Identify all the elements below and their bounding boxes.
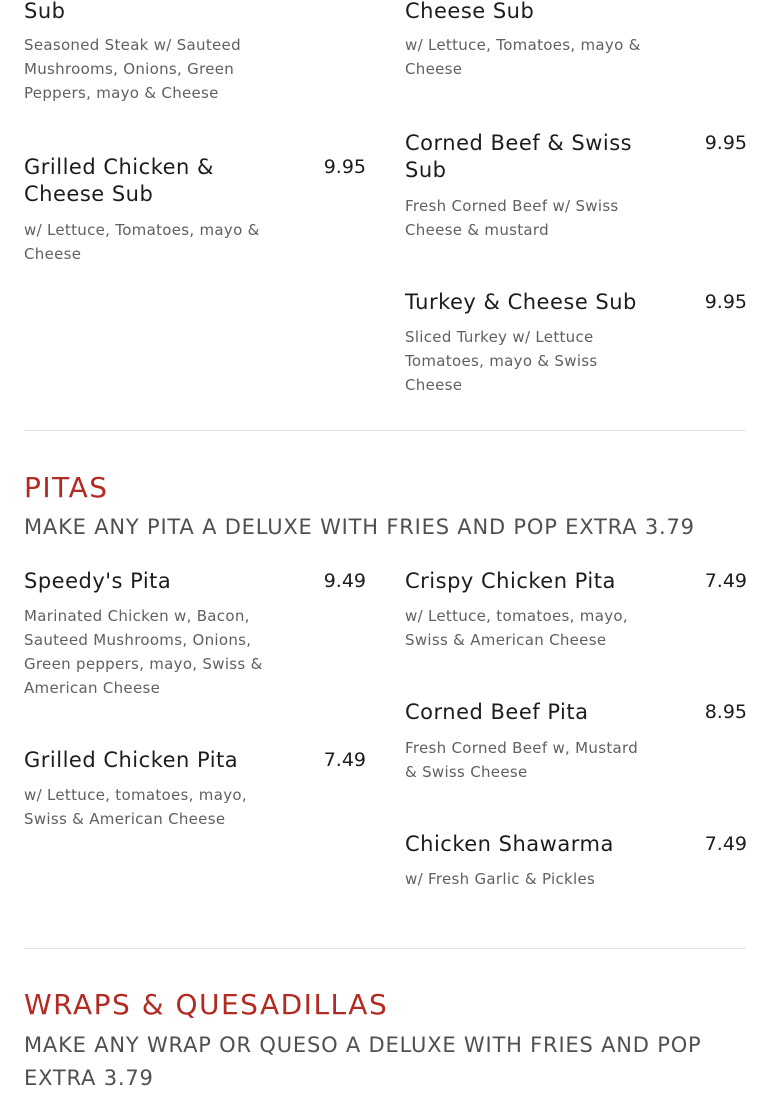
section-divider [24,948,746,949]
item-description: w/ Lettuce, tomatoes, mayo, Swiss & American Cheese [405,607,628,649]
section-divider [24,430,746,431]
section-note-wraps: MAKE ANY WRAP OR QUESO A DELUXE WITH FRIES AND POP EXTRA 3.79 [24,1033,702,1090]
item-name: Sub [24,0,66,23]
item-price: 9.49 [323,570,366,592]
item-name: Chicken Shawarma [405,832,614,856]
item-name: Cheese Sub [405,0,535,23]
item-name: Turkey & Cheese Sub [405,290,637,314]
item-price: 9.95 [704,132,747,154]
section-note-pitas: MAKE ANY PITA A DELUXE WITH FRIES AND POP EXTRA 3.79 [24,515,695,539]
item-price: 7.49 [323,749,366,771]
item-description: Seasoned Steak w/ Sauteed Mushrooms, Onions, Green Peppers, mayo & Cheese [24,36,241,102]
item-name: Corned Beef Pita [405,700,589,724]
item-description: w/ Lettuce, Tomatoes, mayo & Cheese [405,36,641,78]
item-price: 7.49 [704,570,747,592]
item-description: Marinated Chicken w, Bacon, Sauteed Mushrooms, Onions, Green peppers, mayo, Swiss & American Cheese [24,607,263,697]
item-description: Fresh Corned Beef w/ Swiss Cheese & mustard [405,197,619,239]
section-title-wraps: WRAPS & QUESADILLAS [24,988,389,1021]
item-name: Speedy's Pita [24,569,172,593]
item-description: w/ Lettuce, tomatoes, mayo, Swiss & American Cheese [24,786,247,828]
item-price: 9.95 [704,291,747,313]
item-description: w/ Lettuce, Tomatoes, mayo & Cheese [24,221,260,263]
item-name: Grilled Chicken Pita [24,748,239,772]
item-description: w/ Fresh Garlic & Pickles [405,870,596,888]
item-name: Corned Beef & Swiss Sub [405,131,633,182]
item-description: Sliced Turkey w/ Lettuce Tomatoes, mayo & Swiss Cheese [405,328,598,394]
section-title-pitas: PITAS [24,471,109,504]
item-description: Fresh Corned Beef w, Mustard & Swiss Cheese [405,739,639,781]
item-price: 9.95 [323,156,366,178]
item-name: Grilled Chicken & Cheese Sub [24,155,214,206]
item-price: 7.49 [704,833,747,855]
item-price: 8.95 [704,701,747,723]
item-name: Crispy Chicken Pita [405,569,616,593]
